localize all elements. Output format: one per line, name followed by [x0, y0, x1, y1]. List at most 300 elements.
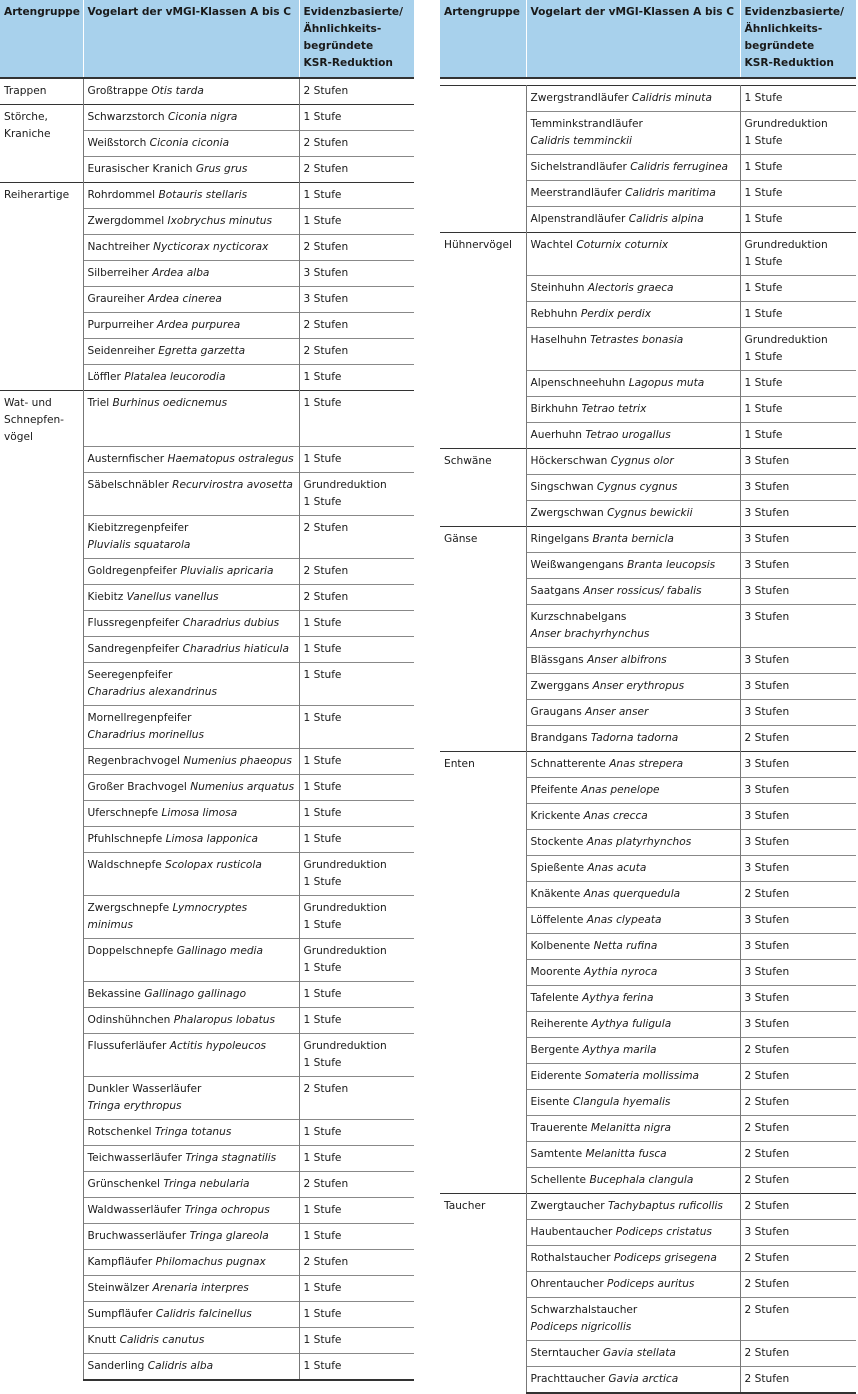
- reduction-value: 1 Stufe: [303, 453, 342, 465]
- common-name: Kiebitz: [87, 591, 127, 603]
- group-cell: Störche, Kraniche: [0, 105, 83, 183]
- scientific-name: Anser albifrons: [587, 654, 667, 666]
- common-name: Schwarzstorch: [87, 111, 169, 123]
- group-cell: Gänse: [440, 527, 526, 752]
- common-name: Meerstrandläufer: [530, 187, 626, 199]
- species-cell: [526, 856, 740, 882]
- scientific-name: Branta bernicla: [592, 533, 674, 545]
- scientific-name: Tringa erythropus: [87, 1100, 182, 1112]
- common-name: Pfuhlschnepfe: [87, 833, 166, 845]
- species-cell: [526, 1038, 740, 1064]
- reduction-value: 2 Stufen: [303, 565, 349, 577]
- reduction-cell: [299, 559, 414, 585]
- reduction-cell: [740, 1367, 856, 1394]
- scientific-name: Charadrius alexandrinus: [87, 686, 217, 698]
- species-cell: [526, 181, 740, 207]
- common-name: Teichwasserläufer: [87, 1152, 186, 1164]
- header-group: Artengruppe: [0, 0, 83, 78]
- scientific-name: Calidris canutus: [119, 1334, 205, 1346]
- reduction-cell: [740, 856, 856, 882]
- table-row: [440, 527, 856, 553]
- scientific-name: Anser rossicus/ fabalis: [583, 585, 702, 597]
- reduction-cell: [299, 611, 414, 637]
- species-cell: [526, 778, 740, 804]
- species-cell: [526, 397, 740, 423]
- reduction-value: 1 Stufe: [303, 876, 342, 888]
- species-cell: [83, 1250, 299, 1276]
- reduction-value: 2 Stufen: [744, 1373, 790, 1385]
- reduction-value: 2 Stufen: [744, 732, 790, 744]
- reduction-cell: [299, 1077, 414, 1120]
- scientific-name: Otis tarda: [151, 85, 204, 97]
- reduction-value: 2 Stufen: [303, 522, 349, 534]
- reduction-cell: [299, 473, 414, 516]
- reduction-cell: [299, 749, 414, 775]
- species-cell: [83, 391, 299, 447]
- reduction-value: 1 Stufe: [744, 282, 783, 294]
- reduction-cell: [740, 579, 856, 605]
- reduction-value: 1 Stufe: [744, 377, 783, 389]
- reduction-cell: [740, 934, 856, 960]
- common-name: Mornellregenpfeifer: [87, 712, 192, 724]
- common-name: Alpenstrandläufer: [530, 213, 629, 225]
- reduction-cell: [299, 287, 414, 313]
- reduction-cell: [740, 674, 856, 700]
- common-name: Moorente: [530, 966, 584, 978]
- species-cell: [83, 1224, 299, 1250]
- species-cell: [526, 1142, 740, 1168]
- species-cell: [526, 1090, 740, 1116]
- scientific-name: Lymnocryptes minimus: [87, 902, 248, 931]
- reduction-cell: [299, 78, 414, 105]
- reduction-value: 3 Stufen: [744, 784, 790, 796]
- species-cell: [526, 882, 740, 908]
- reduction-cell: [740, 1116, 856, 1142]
- reduction-value: 1 Stufe: [303, 781, 342, 793]
- reduction-value: 1 Stufe: [744, 92, 783, 104]
- common-name: Zwergstrandläufer: [530, 92, 632, 104]
- species-cell: [83, 896, 299, 939]
- scientific-name: Podiceps cristatus: [615, 1226, 712, 1238]
- reduction-cell: [740, 475, 856, 501]
- common-name: Seeregenpfeifer: [87, 669, 173, 681]
- scientific-name: Podiceps auritus: [607, 1278, 695, 1290]
- scientific-name: Pluvialis apricaria: [180, 565, 274, 577]
- scientific-name: Tringa totanus: [154, 1126, 232, 1138]
- common-name: Kurzschnabelgans: [530, 611, 627, 623]
- species-cell: [83, 313, 299, 339]
- scientific-name: Calidris minuta: [631, 92, 712, 104]
- common-name: Bergente: [530, 1044, 583, 1056]
- common-name: Brandgans: [530, 732, 591, 744]
- common-name: Bruchwasserläufer: [87, 1230, 190, 1242]
- common-name: Kampfläufer: [87, 1256, 156, 1268]
- table-row: [440, 233, 856, 276]
- reduction-cell: [740, 804, 856, 830]
- reduction-cell: [740, 605, 856, 648]
- reduction-value: 1 Stufe: [303, 1152, 342, 1164]
- scientific-name: Ardea purpurea: [156, 319, 241, 331]
- reduction-cell: [299, 801, 414, 827]
- species-cell: [83, 1172, 299, 1198]
- common-name: Ringelgans: [530, 533, 593, 545]
- scientific-name: Anas penelope: [581, 784, 660, 796]
- species-cell: [83, 183, 299, 209]
- common-name: Eisente: [530, 1096, 573, 1108]
- header-reduction: Evidenzbasierte/ Ähnlichkeits- begründete KSR-Reduktion: [740, 0, 856, 78]
- table-row: [440, 86, 856, 112]
- reduction-value: 1 Stufe: [303, 1057, 342, 1069]
- scientific-name: Netta rufina: [593, 940, 658, 952]
- common-name: Löffelente: [530, 914, 587, 926]
- species-cell: [83, 235, 299, 261]
- common-name: Rotschenkel: [87, 1126, 155, 1138]
- species-cell: [526, 1012, 740, 1038]
- reduction-value: 3 Stufen: [744, 992, 790, 1004]
- reduction-cell: [740, 726, 856, 752]
- reduction-value: 1 Stufe: [303, 1126, 342, 1138]
- reduction-cell: [740, 1012, 856, 1038]
- scientific-name: Aythya fuligula: [591, 1018, 672, 1030]
- common-name: Saatgans: [530, 585, 584, 597]
- reduction-cell: [299, 131, 414, 157]
- reduction-value: Grundreduktion: [303, 859, 387, 871]
- reduction-value: 2 Stufen: [303, 137, 349, 149]
- common-name: Kiebitzregenpfeifer: [87, 522, 189, 534]
- reduction-value: Grundreduktion: [744, 239, 828, 251]
- common-name: Knutt: [87, 1334, 120, 1346]
- reduction-cell: [299, 313, 414, 339]
- scientific-name: Gavia stellata: [602, 1347, 676, 1359]
- reduction-value: 2 Stufen: [744, 1174, 790, 1186]
- common-name: Uferschnepfe: [87, 807, 162, 819]
- scientific-name: Bucephala clangula: [589, 1174, 694, 1186]
- common-name: Waldwasserläufer: [87, 1204, 185, 1216]
- reduction-value: 1 Stufe: [744, 256, 783, 268]
- scientific-name: Melanitta fusca: [585, 1148, 667, 1160]
- common-name: Weißstorch: [87, 137, 150, 149]
- common-name: Wachtel: [530, 239, 577, 251]
- reduction-cell: [299, 1328, 414, 1354]
- species-cell: [526, 207, 740, 233]
- reduction-cell: [299, 447, 414, 473]
- reduction-value: 3 Stufen: [744, 680, 790, 692]
- species-cell: [526, 371, 740, 397]
- common-name: Odinshühnchen: [87, 1014, 174, 1026]
- scientific-name: Ixobrychus minutus: [167, 215, 272, 227]
- reduction-value: 2 Stufen: [303, 241, 349, 253]
- group-cell: Reiherartige: [0, 183, 83, 391]
- reduction-value: 3 Stufen: [744, 862, 790, 874]
- common-name: Seidenreiher: [87, 345, 159, 357]
- group-cell: Wat- und Schnepfen- vögel: [0, 391, 83, 1381]
- reduction-cell: [299, 105, 414, 131]
- species-cell: [83, 1146, 299, 1172]
- scientific-name: Clangula hyemalis: [572, 1096, 671, 1108]
- scientific-name: Anas crecca: [583, 810, 648, 822]
- reduction-cell: [740, 648, 856, 674]
- header-species: Vogelart der vMGI-Klassen A bis C: [526, 0, 740, 78]
- scientific-name: Vanellus vanellus: [126, 591, 219, 603]
- reduction-cell: [299, 706, 414, 749]
- reduction-cell: [740, 527, 856, 553]
- species-cell: [83, 1276, 299, 1302]
- reduction-value: 3 Stufen: [744, 966, 790, 978]
- table-header-row: [0, 0, 414, 78]
- common-name: Triel: [87, 397, 113, 409]
- species-cell: [83, 261, 299, 287]
- scientific-name: Egretta garzetta: [158, 345, 246, 357]
- scientific-name: Philomachus pugnax: [155, 1256, 266, 1268]
- reduction-cell: [740, 371, 856, 397]
- species-cell: [526, 960, 740, 986]
- reduction-value: 1 Stufe: [303, 496, 342, 508]
- species-cell: [526, 908, 740, 934]
- scientific-name: Arenaria interpres: [152, 1282, 249, 1294]
- common-name: Rebhuhn: [530, 308, 581, 320]
- scientific-name: Platalea leucorodia: [124, 371, 226, 383]
- group-cell: Trappen: [0, 78, 83, 105]
- scientific-name: Branta leucopsis: [627, 559, 716, 571]
- reduction-value: 1 Stufe: [303, 988, 342, 1000]
- reduction-value: 2 Stufen: [744, 1122, 790, 1134]
- table-row: [440, 449, 856, 475]
- species-cell: [526, 804, 740, 830]
- reduction-cell: [299, 1276, 414, 1302]
- common-name: Löffler: [87, 371, 125, 383]
- reduction-value: 1 Stufe: [303, 919, 342, 931]
- reduction-value: 2 Stufen: [744, 888, 790, 900]
- scientific-name: Anser brachyrhynchus: [530, 628, 650, 640]
- reduction-value: 2 Stufen: [744, 1096, 790, 1108]
- scientific-name: Calidris alpina: [628, 213, 704, 225]
- scientific-name: Anas querquedula: [583, 888, 681, 900]
- scientific-name: Limosa limosa: [161, 807, 238, 819]
- reduction-cell: [299, 663, 414, 706]
- reduction-value: 1 Stufe: [303, 1360, 342, 1372]
- reduction-cell: [740, 112, 856, 155]
- reduction-value: 1 Stufe: [744, 403, 783, 415]
- species-cell: [83, 473, 299, 516]
- reduction-value: 3 Stufen: [303, 293, 349, 305]
- reduction-value: 2 Stufen: [744, 1304, 790, 1316]
- common-name: Haselhuhn: [530, 334, 591, 346]
- common-name: Birkhuhn: [530, 403, 582, 415]
- species-cell: [526, 1341, 740, 1367]
- scientific-name: Grus grus: [195, 163, 248, 175]
- reduction-cell: [299, 235, 414, 261]
- scientific-name: Anas clypeata: [586, 914, 662, 926]
- reduction-value: 1 Stufe: [303, 189, 342, 201]
- species-cell: [83, 131, 299, 157]
- reduction-cell: [740, 1246, 856, 1272]
- reduction-value: 3 Stufen: [744, 940, 790, 952]
- reduction-value: Grundreduktion: [303, 1040, 387, 1052]
- reduction-cell: [740, 1142, 856, 1168]
- scientific-name: Calidris temminckii: [530, 135, 632, 147]
- reduction-cell: [740, 1168, 856, 1194]
- reduction-cell: [299, 365, 414, 391]
- reduction-value: 1 Stufe: [303, 397, 342, 409]
- common-name: Silberreiher: [87, 267, 153, 279]
- reduction-value: 1 Stufe: [744, 161, 783, 173]
- common-name: Rohrdommel: [87, 189, 159, 201]
- species-cell: [83, 637, 299, 663]
- reduction-cell: [299, 939, 414, 982]
- reduction-value: 3 Stufen: [744, 585, 790, 597]
- common-name: Haubentaucher: [530, 1226, 616, 1238]
- table-row: [0, 105, 414, 131]
- reduction-value: 3 Stufen: [744, 706, 790, 718]
- reduction-value: 2 Stufen: [303, 1256, 349, 1268]
- reduction-value: 2 Stufen: [303, 591, 349, 603]
- spacer-row: [440, 78, 856, 86]
- reduction-value: 1 Stufe: [303, 1230, 342, 1242]
- reduction-cell: [299, 1034, 414, 1077]
- reduction-value: 3 Stufen: [744, 611, 790, 623]
- reduction-cell: [299, 1008, 414, 1034]
- scientific-name: Anas platyrhynchos: [586, 836, 692, 848]
- species-cell: [83, 1120, 299, 1146]
- scientific-name: Burhinus oedicnemus: [112, 397, 228, 409]
- reduction-value: 1 Stufe: [303, 755, 342, 767]
- common-name: Zwergschwan: [530, 507, 608, 519]
- reduction-cell: [299, 853, 414, 896]
- common-name: Auerhuhn: [530, 429, 586, 441]
- species-cell: [83, 105, 299, 131]
- scientific-name: Ciconia ciconia: [149, 137, 230, 149]
- reduction-value: 2 Stufen: [744, 1044, 790, 1056]
- species-cell: [526, 328, 740, 371]
- scientific-name: Calidris maritima: [625, 187, 716, 199]
- reduction-cell: [740, 501, 856, 527]
- table-row: [0, 183, 414, 209]
- reduction-cell: [740, 908, 856, 934]
- reduction-value: 1 Stufe: [744, 213, 783, 225]
- reduction-cell: [740, 986, 856, 1012]
- header-species: Vogelart der vMGI-Klassen A bis C: [83, 0, 299, 78]
- species-cell: [83, 827, 299, 853]
- common-name: Spießente: [530, 862, 588, 874]
- species-cell: [526, 276, 740, 302]
- group-cell: Taucher: [440, 1194, 526, 1394]
- reduction-cell: [299, 1198, 414, 1224]
- reduction-value: 1 Stufe: [303, 669, 342, 681]
- species-cell: [526, 1298, 740, 1341]
- reduction-cell: [299, 982, 414, 1008]
- reduction-cell: [740, 1341, 856, 1367]
- reduction-cell: [740, 181, 856, 207]
- scientific-name: Cygnus cygnus: [596, 481, 678, 493]
- scientific-name: Aythya marila: [582, 1044, 657, 1056]
- reduction-value: Grundreduktion: [303, 479, 387, 491]
- reduction-cell: [740, 778, 856, 804]
- common-name: Säbelschnäbler: [87, 479, 173, 491]
- reduction-cell: [299, 391, 414, 447]
- species-cell: [526, 579, 740, 605]
- reduction-cell: [740, 86, 856, 112]
- reduction-cell: [299, 1302, 414, 1328]
- scientific-name: Tetrao tetrix: [581, 403, 647, 415]
- table-body-right: [440, 78, 856, 1393]
- reduction-value: 2 Stufen: [744, 1148, 790, 1160]
- reduction-cell: [299, 157, 414, 183]
- species-cell: [526, 302, 740, 328]
- species-cell: [83, 209, 299, 235]
- common-name: Rothalstaucher: [530, 1252, 614, 1264]
- table-body-left: [0, 78, 414, 1380]
- reduction-cell: [740, 553, 856, 579]
- reduction-cell: [299, 585, 414, 611]
- reduction-cell: [299, 261, 414, 287]
- common-name: Eurasischer Kranich: [87, 163, 196, 175]
- common-name: Graureiher: [87, 293, 148, 305]
- species-cell: [83, 663, 299, 706]
- species-cell: [526, 605, 740, 648]
- species-cell: [83, 1034, 299, 1077]
- reduction-value: Grundreduktion: [303, 902, 387, 914]
- common-name: Sumpfläufer: [87, 1308, 156, 1320]
- reduction-value: 3 Stufen: [744, 836, 790, 848]
- species-cell: [526, 648, 740, 674]
- reduction-cell: [740, 397, 856, 423]
- reduction-value: 1 Stufe: [744, 351, 783, 363]
- reduction-cell: [740, 276, 856, 302]
- species-cell: [83, 1077, 299, 1120]
- species-cell: [526, 423, 740, 449]
- table-row: [0, 391, 414, 447]
- reduction-cell: [740, 449, 856, 475]
- scientific-name: Recurvirostra avosetta: [172, 479, 293, 491]
- common-name: Prachttaucher: [530, 1373, 609, 1385]
- common-name: Graugans: [530, 706, 586, 718]
- common-name: Zwergschnepfe: [87, 902, 173, 914]
- reduction-value: Grundreduktion: [303, 945, 387, 957]
- reduction-value: 1 Stufe: [303, 807, 342, 819]
- species-cell: [526, 475, 740, 501]
- group-cell: Enten: [440, 752, 526, 1194]
- reduction-cell: [299, 1224, 414, 1250]
- reduction-value: 2 Stufen: [303, 163, 349, 175]
- reduction-value: 2 Stufen: [744, 1252, 790, 1264]
- species-cell: [83, 339, 299, 365]
- species-cell: [83, 939, 299, 982]
- scientific-name: Ardea cinerea: [147, 293, 222, 305]
- species-cell: [83, 157, 299, 183]
- reduction-value: 2 Stufen: [303, 345, 349, 357]
- reduction-cell: [299, 1146, 414, 1172]
- header-reduction: Evidenzbasierte/ Ähnlichkeits- begründete KSR-Reduktion: [299, 0, 414, 78]
- reduction-cell: [740, 1272, 856, 1298]
- reduction-value: 2 Stufen: [303, 319, 349, 331]
- common-name: Sanderling: [87, 1360, 148, 1372]
- species-cell: [83, 801, 299, 827]
- reduction-value: 2 Stufen: [303, 85, 349, 97]
- species-cell: [83, 447, 299, 473]
- scientific-name: Coturnix coturnix: [576, 239, 669, 251]
- reduction-value: 3 Stufen: [744, 1226, 790, 1238]
- species-cell: [526, 986, 740, 1012]
- species-table-right: [440, 0, 856, 1394]
- scientific-name: Tringa glareola: [189, 1230, 269, 1242]
- reduction-value: 1 Stufe: [303, 643, 342, 655]
- common-name: Nachtreiher: [87, 241, 154, 253]
- scientific-name: Perdix perdix: [580, 308, 651, 320]
- common-name: Zwergtaucher: [530, 1200, 608, 1212]
- scientific-name: Actitis hypoleucos: [169, 1040, 267, 1052]
- group-cell: Schwäne: [440, 449, 526, 527]
- reduction-cell: [299, 1250, 414, 1276]
